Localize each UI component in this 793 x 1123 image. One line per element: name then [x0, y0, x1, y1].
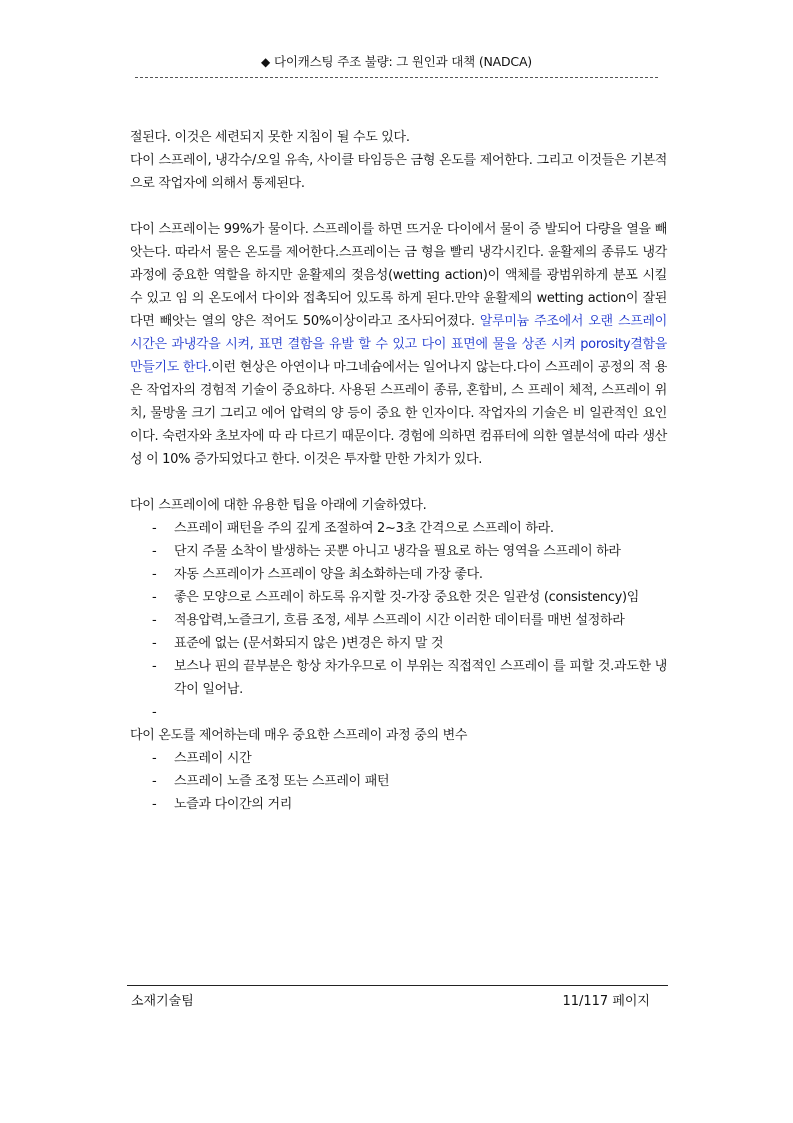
dash-bullet: -: [152, 567, 157, 582]
list-item: [130, 563, 667, 586]
paragraph-die-spray-text-a: 다이 스프레이는 99%가 물이다. 스프레이를 하면 뜨거운 다이에서 물이 증 발되어 다량을 열을 빼앗는다. 따라서 물은 온도를 제어한다.스프레이는 금 형을 빨리 냉각시킨다. 윤활제의 종류도 냉각과정에 중요한 역할을 하지만 윤활제의 젖음성(wetting action)이 액체를 광범위하게 분포 시킬 수 있고 임 의 온도에서 다이와 접촉되어 있도록 하게 된다.만약 윤활제의 wetting action이 잘된다면 빼앗는 열의 양은 적어도 50%이상이라고 조사되어졌다.: [130, 222, 668, 329]
tips-list: [130, 517, 667, 724]
dash-bullet: -: [152, 797, 157, 812]
dash-bullet: -: [152, 705, 157, 720]
dash-bullet: -: [152, 659, 157, 674]
tip-text: 자동 스프레이가 스프레이 양을 최소화하는데 가장 좋다.: [174, 567, 483, 582]
paragraph-die-spray-text-b: 이런 현상은 아연이나 마그네슘에서는 일어나지 않는다.다이 스프레이 공정의 적 용은 작업자의 경험적 기술이 중요하다. 사용된 스프레이 종류, 혼합비, 스 프레이 체적, 스프레이 위치, 물방울 크기 그리고 에어 압력의 양 등이 중요 한 인자이다. 작업자의 기술은 비 일관적인 요인이다. 숙련자와 초보자에 따 라 다르기 때문이다. 경험에 의하면 컴퓨터에 의한 열분석에 따라 생산성 이 10% 증가되었다고 한다. 이것은 투자할 만한 가치가 있다.: [130, 360, 667, 467]
dash-bullet: -: [152, 590, 157, 605]
tips-intro: 다이 스프레이에 대한 유용한 팁을 아래에 기술하였다.: [130, 498, 427, 513]
list-item: [130, 793, 667, 816]
dash-bullet: -: [152, 544, 157, 559]
document-body: [130, 126, 667, 816]
paragraph-continuation: 절된다. 이것은 세련되지 못한 지침이 될 수도 있다.: [130, 130, 410, 145]
tip-text: 스프레이 패턴을 주의 깊게 조절하여 2~3초 간격으로 스프레이 하라.: [174, 521, 554, 536]
dash-bullet: -: [152, 521, 157, 536]
variables-list: [130, 747, 667, 816]
diamond-icon: ◆: [261, 55, 271, 69]
dash-bullet: -: [152, 751, 157, 766]
paragraph-die-spray: [130, 218, 667, 471]
highlighted-sentence: 알루미늄 주조에서 오랜 스프레이 시간은 과냉각을 시켜, 표면 결함을 유발 할 수 있고 다이 표면에 물을 상존 시켜 porosity결함을 만들기도 한다.: [130, 314, 668, 375]
list-item: [130, 701, 667, 724]
list-item: [130, 517, 667, 540]
footer-divider: [127, 985, 668, 986]
page-header: [135, 52, 658, 70]
tip-text: 단지 주물 소착이 발생하는 곳뿐 아니고 냉각을 필요로 하는 영역을 스프레이 하라: [174, 544, 621, 559]
tip-text: 좋은 모양으로 스프레이 하도록 유지할 것-가장 중요한 것은 일관성 (consistency)임: [174, 590, 640, 605]
dash-bullet: -: [152, 613, 157, 628]
tip-text: 보스나 핀의 끝부분은 항상 차가우므로 이 부위는 직접적인 스프레이 를 피할 것.과도한 냉각이 일어남.: [174, 659, 667, 697]
header-title: 다이캐스팅 주조 불량: 그 원인과 대책 (NADCA): [274, 54, 532, 69]
page-number: 11/117 페이지: [562, 994, 650, 1009]
tip-text: 표준에 없는 (문서화되지 않은 )변경은 하지 말 것: [174, 636, 444, 651]
dash-bullet: -: [152, 774, 157, 789]
variable-text: 노즐과 다이간의 거리: [174, 797, 292, 812]
list-item: [130, 770, 667, 793]
list-item: [130, 540, 667, 563]
tip-text: 적용압력,노즐크기, 흐름 조정, 세부 스프레이 시간 이러한 데이터를 매번 설정하라: [174, 613, 625, 628]
list-item: [130, 586, 667, 609]
list-item: [130, 655, 667, 701]
footer-department: 소재기술팀: [131, 994, 194, 1009]
dash-bullet: -: [152, 636, 157, 651]
paragraph-gap: [130, 195, 667, 218]
header-divider: [135, 77, 658, 78]
variables-intro: 다이 온도를 제어하는데 매우 중요한 스프레이 과정 중의 변수: [130, 728, 468, 743]
list-item: [130, 747, 667, 770]
list-item: [130, 632, 667, 655]
variable-text: 스프레이 시간: [174, 751, 252, 766]
list-item: [130, 609, 667, 632]
paragraph-control: 다이 스프레이, 냉각수/오일 유속, 사이클 타임등은 금형 온도를 제어한다. 그리고 이것들은 기본적으로 작업자에 의해서 통제된다.: [130, 153, 667, 191]
paragraph-gap: [130, 471, 667, 494]
variable-text: 스프레이 노즐 조정 또는 스프레이 패턴: [174, 774, 390, 789]
